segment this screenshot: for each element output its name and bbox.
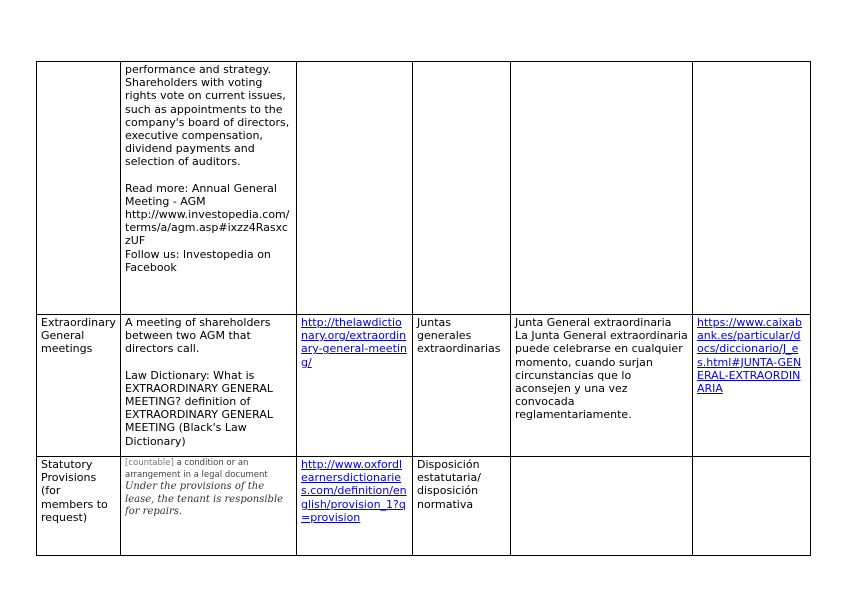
example-text: Under the provisions of the lease, the tenant is responsible for repairs.: [125, 481, 284, 517]
translation-link-cell: [693, 62, 811, 315]
read-more-url: http://www.investopedia.com/terms/a/agm.asp#ixzz4RasxczUF: [125, 208, 290, 248]
source-link-cell: [297, 457, 413, 556]
table-row: [37, 457, 811, 556]
definition-text: A meeting of shareholders between two AGM that directors call.: [125, 316, 271, 356]
definition-text: performance and strategy. Shareholders with voting rights vote on current issues, such as appointments to the company's board of directors, executive compensation, dividend payments and selection of auditors.: [125, 63, 290, 169]
translation-link-cell: [693, 315, 811, 457]
definition-cell: [121, 315, 297, 457]
translation-cell: [413, 315, 511, 457]
translation-definition-cell: [511, 315, 693, 457]
translation-definition-title: Junta General extraordinaria: [515, 316, 672, 329]
translation-text: Juntas generales extraordinarias: [417, 316, 501, 356]
read-more-text: Read more: Annual General Meeting - AGM: [125, 181, 277, 208]
translation-link[interactable]: https://www.caixabank.es/particular/docs/diccionario/J_es.html#JUNTA-GENERAL-EXTRAORDINARIA: [697, 316, 802, 396]
translation-cell: [413, 457, 511, 556]
source-link-cell: [297, 62, 413, 315]
source-link[interactable]: http://www.oxfordlearnersdictionaries.com/definition/english/provision_1?q=provision: [301, 458, 407, 524]
law-dictionary-text: Law Dictionary: What is EXTRAORDINARY GENERAL MEETING? definition of EXTRAORDINARY GENERAL MEETING (Black's Law Dictionary): [125, 368, 273, 448]
translation-cell: [413, 62, 511, 315]
translation-definition-cell: [511, 62, 693, 315]
translation-link-cell: [693, 457, 811, 556]
glossary-table: [36, 61, 811, 556]
term-text: Extraordinary General meetings: [41, 316, 116, 356]
table-row: [37, 62, 811, 315]
term-text: Statutory Provisions (for members to request): [41, 458, 108, 524]
translation-definition-cell: [511, 457, 693, 556]
countable-tag: [countable]: [125, 458, 174, 468]
definition-cell: [121, 457, 297, 556]
definition-small-text: [125, 458, 292, 481]
term-cell: [37, 62, 121, 315]
definition-small: a condition or an arrangement in a legal document: [125, 458, 268, 480]
translation-definition-text: La Junta General extraordinaria puede celebrarse en cualquier momento, cuando surjan circunstancias que lo aconsejen y una vez convocada reglamentariamente.: [515, 329, 688, 422]
definition-cell: [121, 62, 297, 315]
follow-us-text: Follow us: Investopedia on Facebook: [125, 247, 271, 274]
source-link[interactable]: http://thelawdictionary.org/extraordinary-general-meeting/: [301, 316, 407, 369]
source-link-cell: [297, 315, 413, 457]
table-row: [37, 315, 811, 457]
term-cell: [37, 457, 121, 556]
term-cell: [37, 315, 121, 457]
translation-text: Disposición estatutaria/ disposición normativa: [417, 458, 481, 511]
